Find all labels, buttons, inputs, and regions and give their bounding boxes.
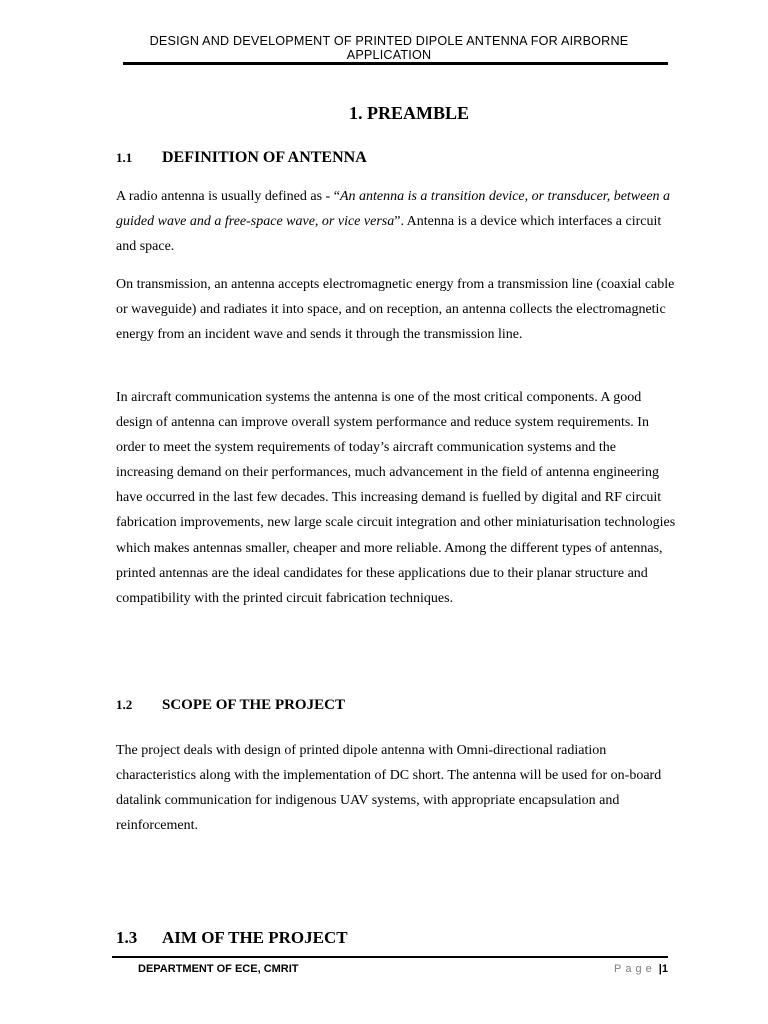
section-title: SCOPE OF THE PROJECT (162, 697, 345, 713)
section-number: 1.1 (116, 150, 133, 165)
chapter-title: 1. PREAMBLE (348, 103, 469, 123)
header-divider (123, 62, 668, 65)
page-indicator (614, 962, 668, 976)
header-title: DESIGN AND DEVELOPMENT OF PRINTED DIPOLE ANTENNA FOR AIRBORNE APPLICATION (149, 34, 629, 62)
section-heading-scope (116, 695, 345, 715)
paragraph-aircraft-communication: In aircraft communication systems the antenna is one of the most critical components. A good design of antenna can improve overall system performance and reduce system requirements. In order to meet the system requirements of today’s aircraft communication systems and the increasing demand on their performances, much advancement in the field of antenna engineering have occurred in the last few decades. This increasing demand is fuelled by digital and RF circuit fabrication improvements, new large scale circuit integration and other miniaturisation technologies which makes antennas smaller, cheaper and more reliable. Among the different types of antennas, printed antennas are the ideal candidates for these applications due to their planar structure and compatibility with the printed circuit fabrication techniques. (116, 390, 676, 606)
definition-quote: An antenna is a transition device, or transducer, between a guided wave and a free-space wave, or vice versa (116, 189, 671, 230)
section-title: DEFINITION OF ANTENNA (162, 149, 367, 166)
section-title: AIM OF THE PROJECT (162, 928, 348, 947)
page-label: Page (614, 963, 656, 975)
paragraph-definition-intro (116, 184, 676, 259)
page-separator: | (658, 963, 662, 975)
page-number: 1 (661, 963, 668, 975)
paragraph-text: A radio antenna is usually defined as - “ (116, 189, 340, 204)
paragraph-transmission: On transmission, an antenna accepts electromagnetic energy from a transmission line (coaxial cable or waveguide) and radiates it into space, and on reception, an antenna collects the electromagnetic energy from an incident wave and sends it through the transmission line. (116, 277, 675, 343)
section-heading-aim (116, 928, 348, 948)
paragraph-scope: The project deals with design of printed dipole antenna with Omni-directional radiation characteristics along with the implementation of DC short. The antenna will be used for on-board datalink communication for indigenous UAV systems, with appropriate encapsulation and reinforcement. (116, 743, 662, 834)
section-number: 1.2 (116, 697, 133, 712)
section-number: 1.3 (116, 928, 138, 947)
paragraph-text: ”. Antenna is a device which interfaces a circuit and space. (116, 214, 662, 255)
footer-divider (112, 956, 668, 958)
section-heading-definition (116, 148, 367, 168)
footer-department: DEPARTMENT OF ECE, CMRIT (138, 963, 299, 975)
